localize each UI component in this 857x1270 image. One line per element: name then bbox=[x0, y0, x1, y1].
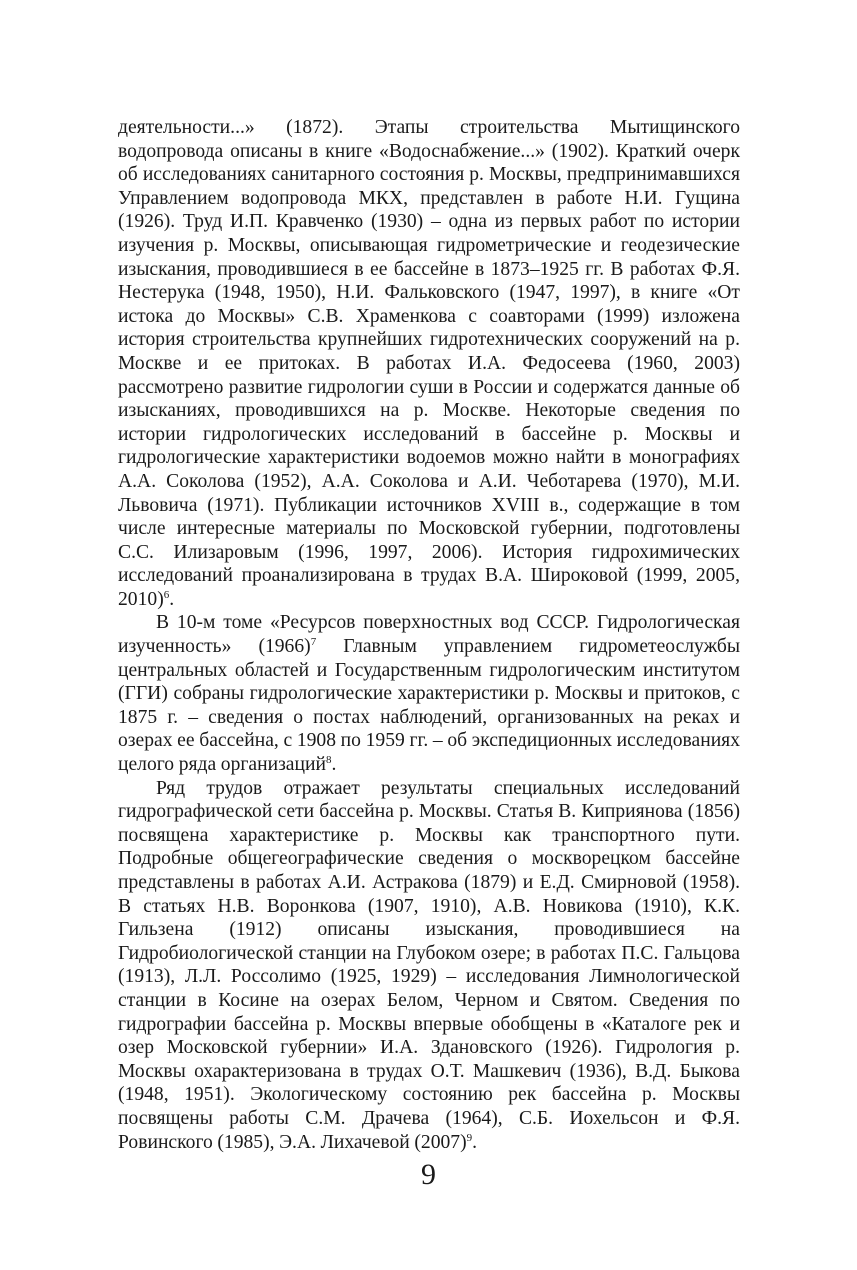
paragraph-3 bbox=[118, 777, 740, 1155]
footnote-ref-9: 9 bbox=[466, 1131, 473, 1144]
paragraph-1-text: деятельности...» (1872). Этапы строительства Мытищинского водопровода описаны в книге «Водоснабжение...» (1902). Краткий очерк об исследованиях санитарного состояния р. Москвы, предпринимавшихся Управлением водопровода МКХ, представлен в работе Н.И. Гущина (1926). Труд И.П. Кравченко (1930) – одна из первых работ по истории изучения р. Москвы, описывающая гидрометрические и геодезические изыскания, проводившиеся в ее бассейне в 1873–1925 гг. В работах Ф.Я. Нестерука (1948, 1950), Н.И. Фальковского (1947, 1997), в книге «От истока до Москвы» С.В. Храменкова с соавторами (1999) изложена история строительства крупнейших гидротехнических сооружений на р. Москве и ее притоках. В работах И.А. Федосеева (1960, 2003) рассмотрено развитие гидрологии суши в России и содержатся данные об изысканиях, проводившихся на р. Москве. Некоторые сведения по истории гидрологических исследований в бассейне р. Москвы и гидрологические характеристики водоемов можно найти в монографиях А.А. Соколова (1952), А.А. Соколова и А.И. Чеботарева (1970), М.И. Львовича (1971). Публикации источников XVIII в., содержащие в том числе интересные материалы по Московской губернии, подготовлены С.С. Илизаровым (1996, 1997, 2006). История гидрохимических исследований проанализирована в трудах В.А. Широковой (1999, 2005, 2010) bbox=[118, 117, 740, 610]
body-text bbox=[118, 116, 740, 1154]
footnote-ref-7: 7 bbox=[310, 636, 317, 649]
paragraph-3-text: Ряд трудов отражает результаты специальных исследований гидрографической сети бассейна р. Москвы. Статья В. Киприянова (1856) посвящена характеристике р. Москвы как транспортного пути. Подробные общегеографические сведения о москворецком бассейне представлены в работах А.И. Астракова (1879) и Е.Д. Смирновой (1958). В статьях Н.В. Воронкова (1907, 1910), А.В. Новикова (1910), К.К. Гильзена (1912) описаны изыскания, проводившиеся на Гидробиологической станции на Глубоком озере; в работах П.С. Гальцова (1913), Л.Л. Россолимо (1925, 1929) – исследования Лимнологической станции в Косине на озерах Белом, Черном и Святом. Сведения по гидрографии бассейна р. Москвы впервые обобщены в «Каталоге рек и озер Московской губернии» И.А. Здановского (1926). Гидрология р. Москвы охарактеризована в трудах О.Т. Машкевич (1936), В.Д. Быкова (1948, 1951). Экологическому состоянию рек бассейна р. Москвы посвящены работы С.М. Драчева (1964), С.Б. Иохельсон и Ф.Я. Ровинского (1985), Э.А. Лихачевой (2007) bbox=[118, 777, 740, 1153]
page-number: 9 bbox=[421, 1158, 436, 1191]
paragraph-2-text: В 10-м томе «Ресурсов поверхностных вод СССР. Гидрологическая изученность» (1966) bbox=[118, 612, 740, 658]
paragraph-1-tail: . bbox=[169, 588, 175, 610]
paragraph-2-tail: . bbox=[331, 754, 337, 776]
footnote-ref-8: 8 bbox=[325, 754, 332, 767]
paragraph-3-tail: . bbox=[472, 1131, 478, 1153]
paragraph-2-middle: Главным управлением гидрометеослужбы центральных областей и Государственным гидрологическим институтом (ГГИ) собраны гидрологические характеристики р. Москвы и притоков, с 1875 г. – сведения о постах наблюдений, организованных на реках и озерах ее бассейна, с 1908 по 1959 гг. – об экспедиционных исследованиях целого ряда организаций bbox=[118, 636, 741, 776]
paragraph-2 bbox=[118, 611, 740, 776]
paragraph-1 bbox=[118, 116, 740, 611]
footnote-ref-6: 6 bbox=[163, 588, 170, 601]
